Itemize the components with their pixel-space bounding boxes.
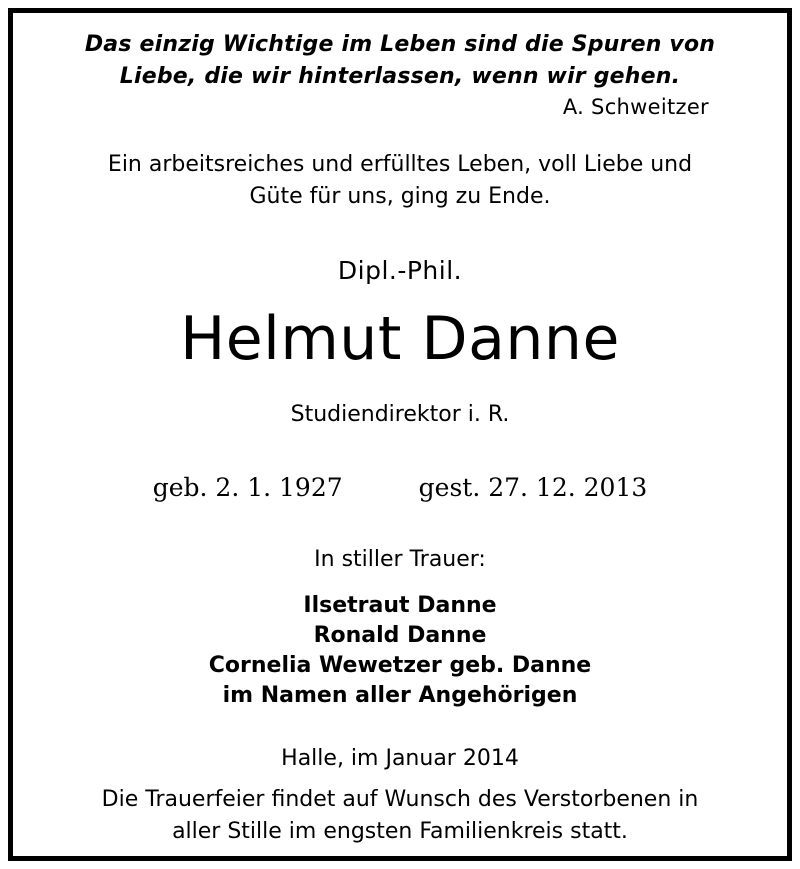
mourners-list [13, 591, 787, 711]
mourner-name: Cornelia Wewetzer geb. Danne [208, 653, 592, 678]
intro-line: Güte für uns, ging zu Ende. [249, 184, 551, 209]
mourner-name: Ronald Danne [313, 623, 487, 648]
intro-text [13, 149, 787, 213]
quote [13, 29, 787, 93]
mourner-name: Ilsetraut Danne [303, 593, 497, 618]
academic-title: Dipl.-Phil. [337, 256, 463, 285]
death-date: gest. 27. 12. 2013 [418, 473, 648, 502]
closing-line: aller Stille im engsten Familienkreis statt. [172, 819, 628, 844]
deceased-position: Studiendirektor i. R. [290, 402, 510, 427]
quote-line: Liebe, die wir hinterlassen, wenn wir gehen. [119, 64, 681, 89]
quote-author: A. Schweitzer [562, 95, 709, 119]
closing-text [13, 784, 787, 848]
obituary-notice [8, 8, 792, 861]
mourner-name: im Namen aller Angehörigen [222, 683, 578, 708]
place-date: Halle, im Januar 2014 [281, 746, 519, 771]
life-dates [13, 473, 787, 502]
closing-line: Die Trauerfeier findet auf Wunsch des Verstorbenen in [101, 787, 699, 812]
intro-line: Ein arbeitsreiches und erfülltes Leben, voll Liebe und [107, 152, 693, 177]
birth-date: geb. 2. 1. 1927 [152, 473, 343, 502]
mourning-heading: In stiller Trauer: [314, 547, 486, 572]
quote-line: Das einzig Wichtige im Leben sind die Spuren von [84, 32, 716, 57]
deceased-name: Helmut Danne [180, 304, 620, 374]
